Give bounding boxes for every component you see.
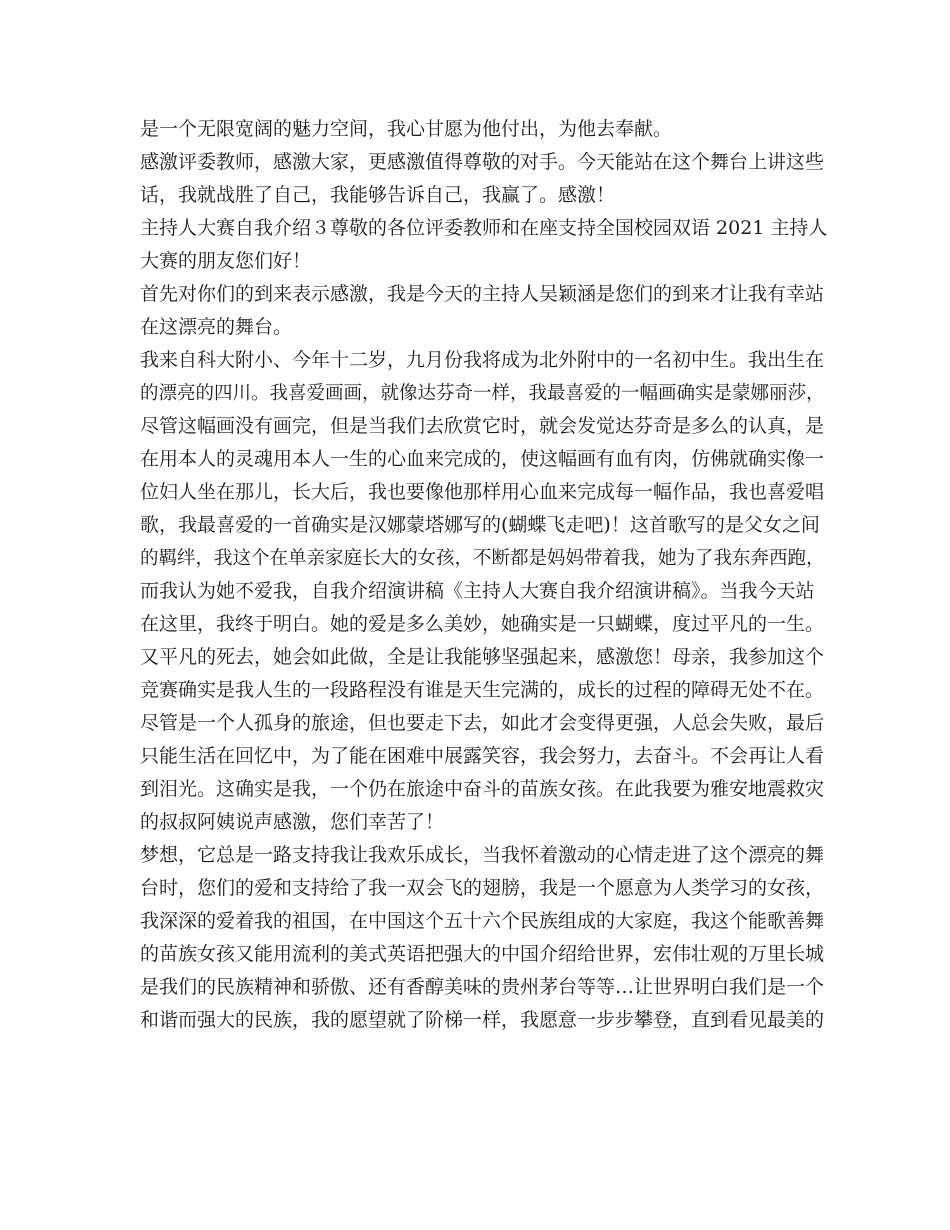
text-line: 是我们的民族精神和骄傲、还有香醇美味的贵州茅台等等…让世界明白我们是一个 bbox=[140, 976, 825, 998]
text-line: 我来自科大附小、今年十二岁，九月份我将成为北外附中的一名初中生。我出生在 bbox=[140, 349, 825, 371]
text-line: 而我认为她不爱我，自我介绍演讲稿《主持人大赛自我介绍演讲稿》。当我今天站 bbox=[140, 580, 815, 602]
text-line: 首先对你们的到来表示感激，我是今天的主持人吴颖涵是您们的到来才让我有幸站 bbox=[140, 283, 825, 305]
text-line: 在这漂亮的舞台。 bbox=[140, 316, 293, 338]
text-line: 的苗族女孩又能用流利的美式英语把强大的中国介绍给世界，宏伟壮观的万里长城 bbox=[140, 943, 825, 965]
text-line: 的叔叔阿姨说声感激，您们幸苦了！ bbox=[140, 811, 445, 833]
text-line: 的羁绊，我这个在单亲家庭长大的女孩，不断都是妈妈带着我，她为了我东奔西跑， bbox=[140, 548, 825, 569]
text-line: 到泪光。这确实是我，一个仍在旅途中奋斗的苗族女孩。在此我要为雅安地震救灾 bbox=[140, 778, 825, 800]
text-line: 梦想，它总是一路支持我让我欢乐成长，当我怀着激动的心情走进了这个漂亮的舞 bbox=[140, 844, 825, 866]
text-line: 歌，我最喜爱的一首确实是汉娜蒙塔娜写的(蝴蝶飞走吧)！这首歌写的是父女之间 bbox=[140, 514, 820, 536]
text-line: 竞赛确实是我人生的一段路程没有谁是天生完满的，成长的过程的障碍无处不在。 bbox=[140, 679, 825, 701]
text-line: 只能生活在回忆中，为了能在困难中展露笑容，我会努力，去奋斗。不会再让人看 bbox=[140, 745, 825, 767]
text-line: 大赛的朋友您们好！ bbox=[140, 250, 312, 272]
text-line: 在用本人的灵魂用本人一生的心血来完成的，使这幅画有血有肉，仿佛就确实像一 bbox=[140, 448, 825, 470]
text-line: 和谐而强大的民族，我的愿望就了阶梯一样，我愿意一步步攀登，直到看见最美的 bbox=[140, 1009, 825, 1031]
text-line: 是一个无限宽阔的魅力空间，我心甘愿为他付出，为他去奉献。 bbox=[140, 118, 673, 140]
text-line: 的漂亮的四川。我喜爱画画，就像达芬奇一样，我最喜爱的一幅画确实是蒙娜丽莎， bbox=[140, 383, 825, 404]
text-line: 尽管是一个人孤身的旅途，但也要走下去，如此才会变得更强，人总会失败，最后 bbox=[140, 712, 825, 734]
text-line: 台时，您们的爱和支持给了我一双会飞的翅膀，我是一个愿意为人类学习的女孩， bbox=[140, 877, 825, 899]
text-line: 又平凡的死去，她会如此做，全是让我能够坚强起来，感激您！母亲，我参加这个 bbox=[140, 646, 825, 668]
text-line: 位妇人坐在那儿，长大后，我也要像他那样用心血来完成每一幅作品，我也喜爱唱 bbox=[140, 481, 825, 503]
text-line: 感激评委教师，感激大家，更感激值得尊敬的对手。今天能站在这个舞台上讲这些 bbox=[140, 151, 825, 173]
text-line: 在这里，我终于明白。她的爱是多么美妙，她确实是一只蝴蝶，度过平凡的一生。 bbox=[140, 613, 825, 635]
text-line: 话，我就战胜了自己，我能够告诉自己，我赢了。感激！ bbox=[140, 184, 616, 206]
text-line: 主持人大赛自我介绍３尊敬的各位评委教师和在座支持全国校园双语 2021 主持人 bbox=[140, 217, 828, 239]
text-line: 尽管这幅画没有画完，但是当我们去欣赏它时，就会发觉达芬奇是多么的认真，是 bbox=[140, 415, 825, 437]
text-line: 我深深的爱着我的祖国，在中国这个五十六个民族组成的大家庭，我这个能歌善舞 bbox=[140, 910, 825, 932]
body-text bbox=[140, 113, 830, 1037]
